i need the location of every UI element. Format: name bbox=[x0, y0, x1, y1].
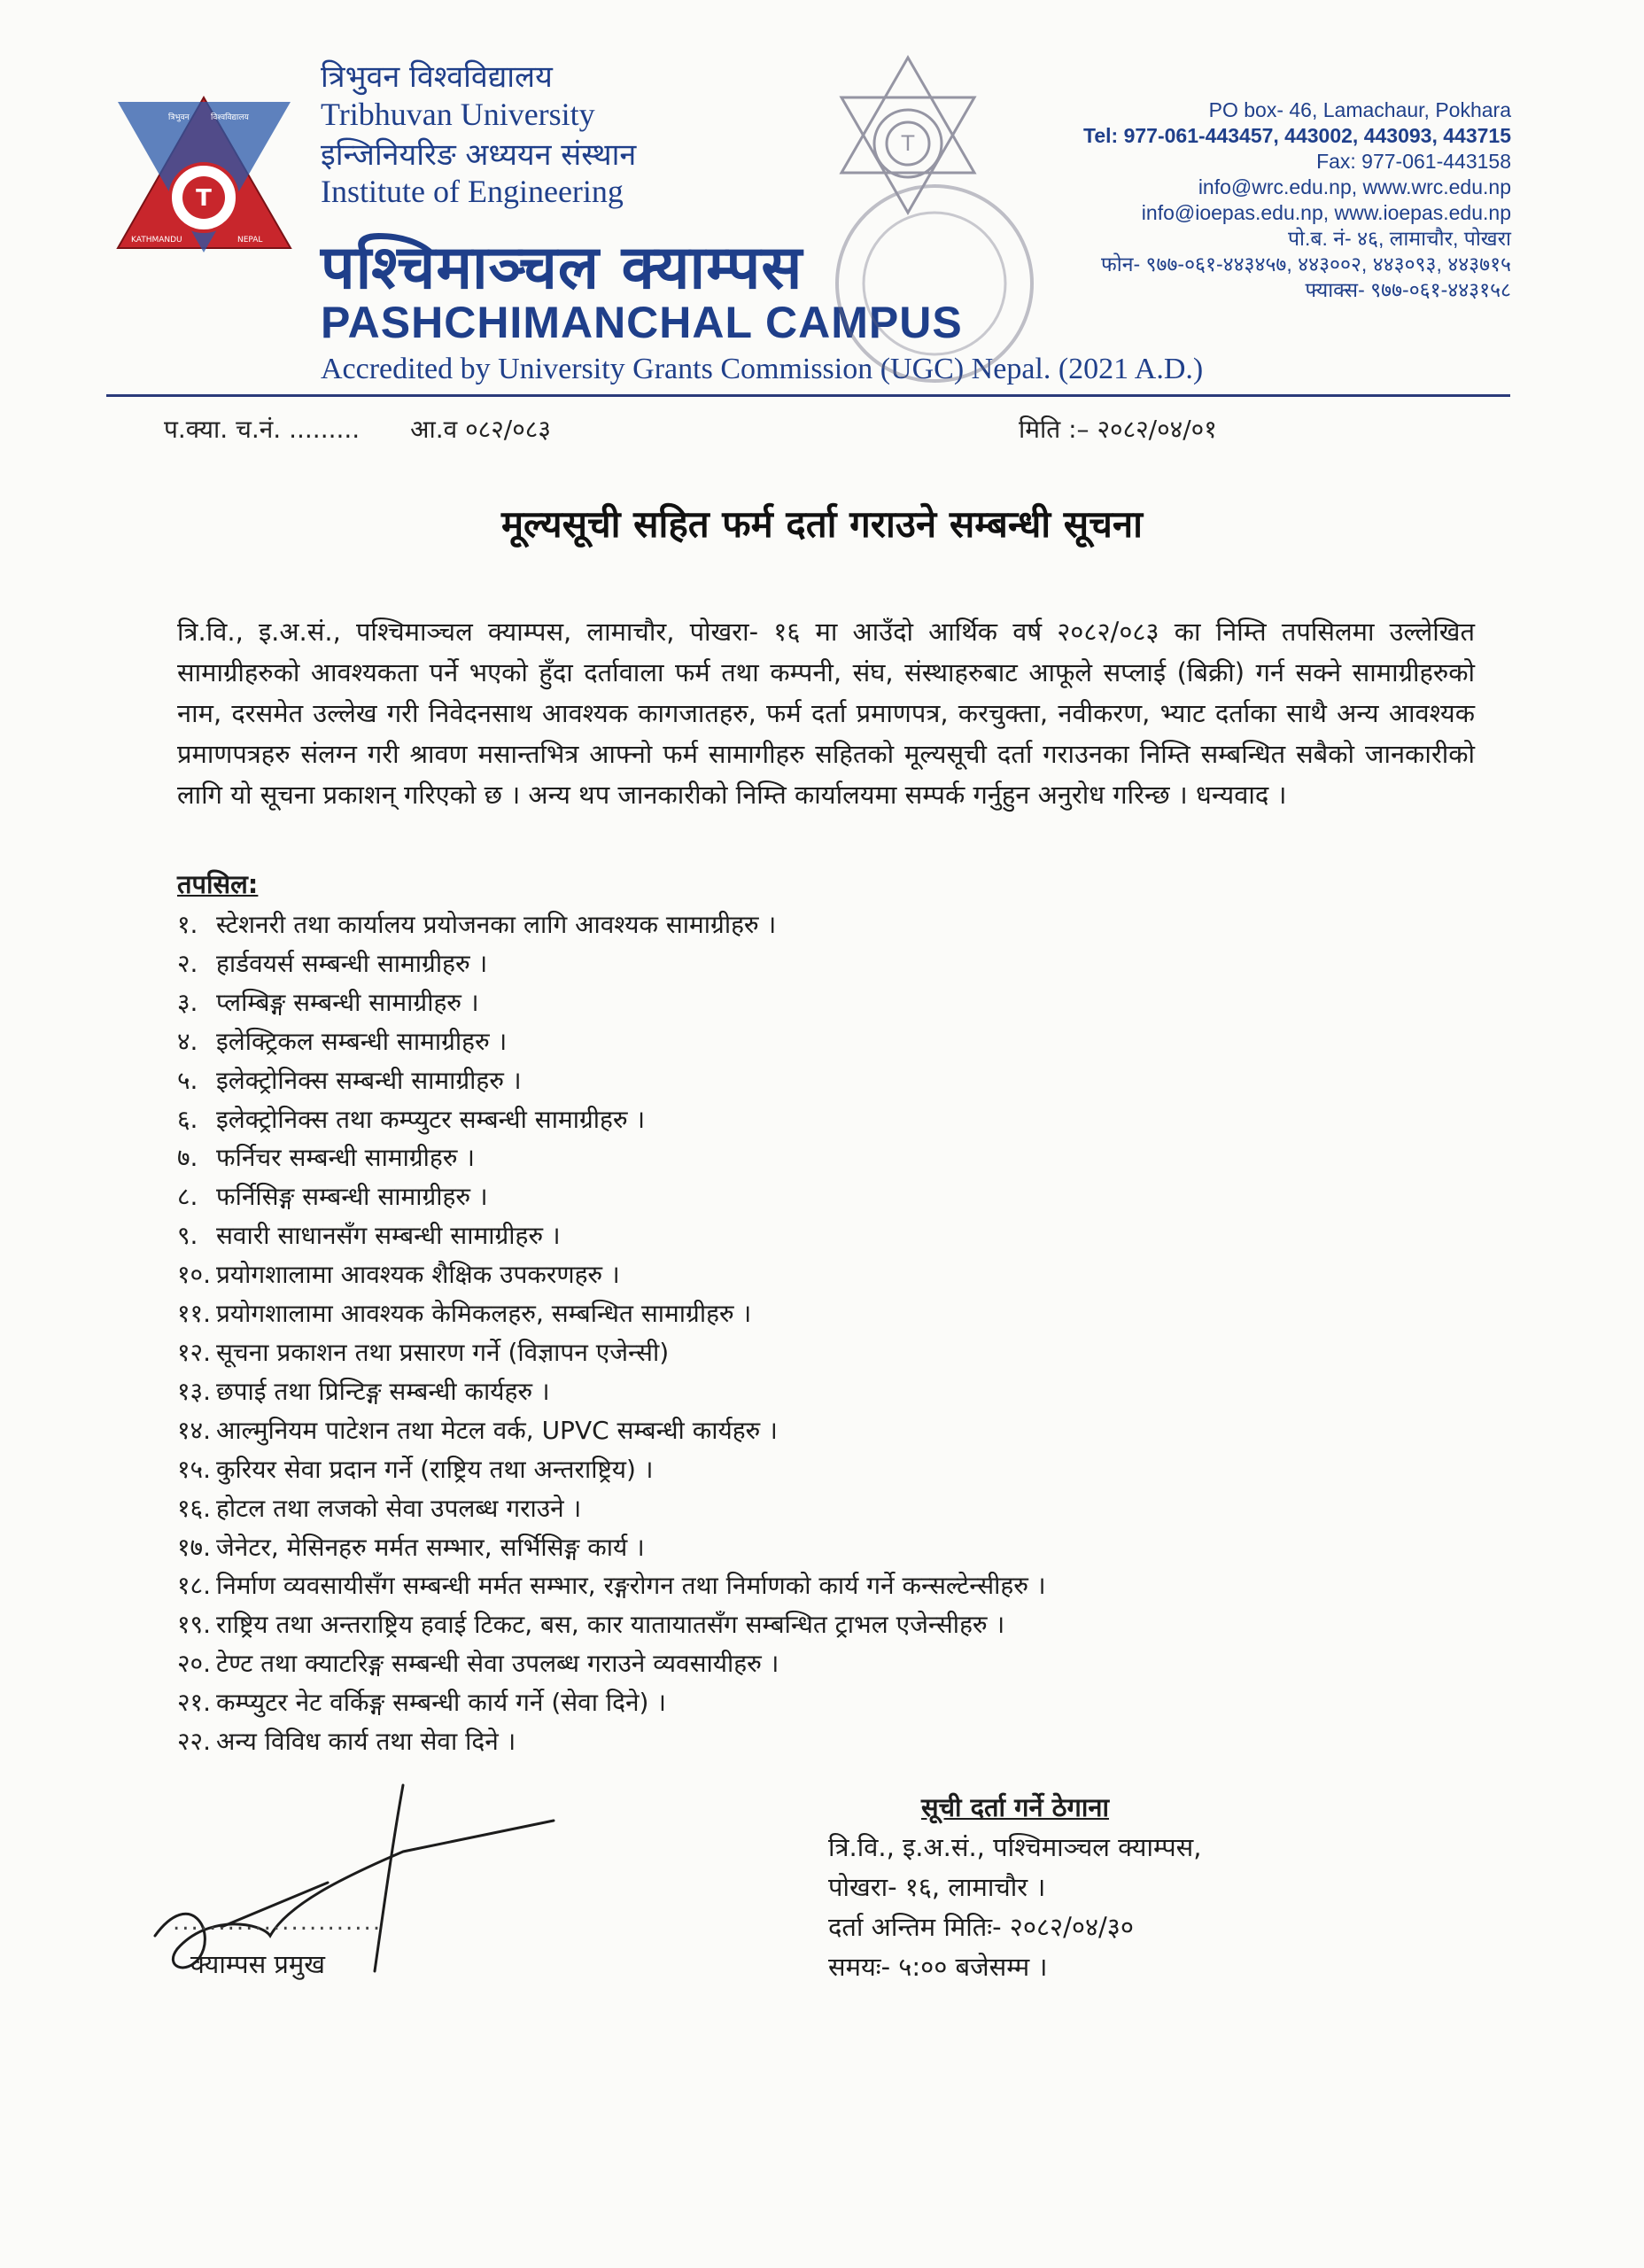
svg-text:T: T bbox=[196, 185, 212, 212]
contact-line: info@ioepas.edu.np, www.ioepas.edu.np bbox=[1141, 201, 1511, 224]
list-item: ३. प्लम्बिङ्ग सम्बन्धी सामाग्रीहरु । bbox=[177, 987, 479, 1017]
list-item: २०. टेण्ट तथा क्याटरिङ्ग सम्बन्धी सेवा उपलब्ध गराउने व्यवसायीहरु । bbox=[177, 1649, 779, 1679]
list-item: १५. कुरियर सेवा प्रदान गर्ने (राष्ट्रिय तथा अन्तराष्ट्रिय) । bbox=[177, 1454, 654, 1484]
list-item: १८. निर्माण व्यवसायीसँग सम्बन्धी मर्मत सम्भार, रङ्गरोगन तथा निर्माणको कार्य गर्ने कन्सल्टेन्सीहरु । bbox=[177, 1571, 1046, 1601]
institute-name-en: Institute of Engineering bbox=[321, 174, 624, 209]
address-line: दर्ता अन्तिम मितिः- २०८२/०४/३० bbox=[828, 1912, 1134, 1942]
list-item: १४. आल्मुनियम पाटेशन तथा मेटल वर्क, UPVC सम्बन्धी कार्यहरु । bbox=[177, 1415, 778, 1445]
list-item: १७. जेनेटर, मेसिनहरु मर्मत सम्भार, सर्भिसिङ्ग कार्य । bbox=[177, 1532, 645, 1562]
list-item: २. हार्डवयर्स सम्बन्धी सामाग्रीहरु । bbox=[177, 948, 488, 978]
contact-block bbox=[1083, 97, 1511, 303]
notice-date: मिति :– २०८२/०४/०१ bbox=[1019, 415, 1217, 444]
list-item: १३. छपाई तथा प्रिन्टिङ्ग सम्बन्धी कार्यहरु । bbox=[177, 1376, 550, 1406]
university-name-en: Tribhuvan University bbox=[321, 97, 595, 132]
institute-name-np: इन्जिनियरिङ अध्ययन संस्थान bbox=[321, 137, 637, 173]
items-list bbox=[177, 905, 1046, 1761]
address-line: त्रि.वि., इ.अ.सं., पश्चिमाञ्चल क्याम्पस, bbox=[828, 1832, 1202, 1862]
campus-name-en: PASHCHIMANCHAL CAMPUS bbox=[321, 298, 963, 347]
registration-address-block bbox=[828, 1788, 1202, 1987]
logo-text-4: NEPAL bbox=[237, 236, 263, 245]
letterhead-divider bbox=[106, 394, 1510, 397]
logo-text-2: विश्वविद्यालय bbox=[211, 113, 249, 122]
tapasil-heading: तपसिल: bbox=[177, 869, 259, 899]
contact-line: फ्याक्स- ९७७-०६१-४४३१५८ bbox=[1305, 278, 1511, 301]
contact-line: PO box- 46, Lamachaur, Pokhara bbox=[1208, 98, 1511, 121]
contact-line: पो.ब. नं- ४६, लामाचौर, पोखरा bbox=[1287, 227, 1511, 250]
address-line: समयः- ५:०० बजेसम्म । bbox=[828, 1952, 1048, 1982]
campus-name-np: पश्चिमाञ्चल क्याम्पस bbox=[321, 233, 803, 303]
list-item: ८. फर्निसिङ्ग सम्बन्धी सामाग्रीहरु । bbox=[177, 1182, 488, 1212]
reference-number: प.क्या. च.नं. ......... bbox=[164, 415, 361, 444]
signatory-title: क्याम्पस प्रमुख bbox=[190, 1949, 325, 1979]
signature-line: ....................... bbox=[173, 1909, 383, 1936]
list-item: ४. इलेक्ट्रिकल सम्बन्धी सामाग्रीहरु । bbox=[177, 1026, 508, 1056]
list-item: १२. सूचना प्रकाशन तथा प्रसारण गर्ने (विज्ञापन एजेन्सी) bbox=[177, 1337, 670, 1367]
address-line: पोखरा- १६, लामाचौर । bbox=[828, 1872, 1046, 1902]
list-item: १६. होटल तथा लजको सेवा उपलब्ध गराउने । bbox=[177, 1493, 582, 1523]
list-item: ५. इलेक्ट्रोनिक्स सम्बन्धी सामाग्रीहरु । bbox=[177, 1065, 522, 1095]
address-heading: सूची दर्ता गर्ने ठेगाना bbox=[921, 1792, 1109, 1822]
notice-title: मूल्यसूची सहित फर्म दर्ता गराउने सम्बन्धी सूचना bbox=[500, 502, 1144, 546]
contact-line: Fax: 977-061-443158 bbox=[1316, 150, 1511, 173]
list-item: ७. फर्निचर सम्बन्धी सामाग्रीहरु । bbox=[177, 1143, 476, 1173]
contact-line: Tel: 977-061-443457, 443002, 443093, 443715 bbox=[1083, 124, 1511, 147]
svg-text:T: T bbox=[901, 131, 915, 156]
list-item: २२. अन्य विविध कार्य तथा सेवा दिने । bbox=[177, 1727, 516, 1757]
logo-text-3: KATHMANDU bbox=[131, 236, 182, 245]
tu-logo bbox=[113, 93, 295, 257]
official-seal-stamp bbox=[802, 53, 1067, 408]
notice-body: त्रि.वि., इ.अ.सं., पश्चिमाञ्चल क्याम्पस, लामाचौर, पोखरा- १६ मा आउँदो आर्थिक वर्ष २०८२/०८३ का निम्ति तपसिलमा उल्लेखित सामाग्रीहरुको आवश्यकता पर्ने भएको हुँदा दर्तावाला फर्म तथा कम्पनी, संघ, संस्थाहरुबाट आफूले सप्लाई (बिक्री) गर्न सक्ने सामाग्रीहरुको नाम, दरसमेत उल्लेख गरी निवेदनसाथ आवश्यक कागजातहरु, फर्म दर्ता प्रमाणपत्र, करचुक्ता, नवीकरण, भ्याट दर्ताका साथै अन्य आवश्यक प्रमाणपत्रहरु संलग्न गरी श्रावण मसान्तभित्र आफ्नो फर्म सामागीहरु सहितको मूल्यसूची दर्ता गराउनका निम्ति सम्बन्धित सबैको जानकारीको लागि यो सूचना प्रकाशन् गरिएको छ । अन्य थप जानकारीको निम्ति कार्यालयमा सम्पर्क गर्नुहुन अनुरोध गरिन्छ । धन्यवाद । bbox=[177, 617, 1475, 810]
list-item: ९. सवारी साधानसँग सम्बन्धी सामाग्रीहरु । bbox=[177, 1221, 561, 1251]
accreditation-line: Accredited by University Grants Commission (UGC) Nepal. (2021 A.D.) bbox=[321, 353, 1204, 385]
logo-text-1: त्रिभुवन bbox=[168, 113, 190, 122]
list-item: ११. प्रयोगशालामा आवश्यक केमिकलहरु, सम्बन्धित सामाग्रीहरु । bbox=[177, 1299, 752, 1329]
list-item: २१. कम्प्युटर नेट वर्किङ्ग सम्बन्धी कार्य गर्ने (सेवा दिने) । bbox=[177, 1688, 666, 1718]
fiscal-year: आ.व ०८२/०८३ bbox=[410, 415, 551, 444]
list-item: १०. प्रयोगशालामा आवश्यक शैक्षिक उपकरणहरु । bbox=[177, 1260, 620, 1290]
list-item: १९. राष्ट्रिय तथा अन्तराष्ट्रिय हवाई टिकट, बस, कार यातायातसँग सम्बन्धित ट्राभल एजेन्सीहरु । bbox=[177, 1610, 1005, 1640]
reference-line bbox=[164, 412, 593, 446]
contact-line: info@wrc.edu.np, www.wrc.edu.np bbox=[1198, 175, 1511, 198]
university-name-np: त्रिभुवन विश्वविद्यालय bbox=[321, 59, 553, 95]
list-item: ६. इलेक्ट्रोनिक्स तथा कम्प्युटर सम्बन्धी सामाग्रीहरु । bbox=[177, 1104, 646, 1134]
list-item: १. स्टेशनरी तथा कार्यालय प्रयोजनका लागि आवश्यक सामाग्रीहरु । bbox=[177, 910, 777, 939]
contact-line: फोन- ९७७-०६१-४४३४५७, ४४३००२, ४४३०९३, ४४३७१५ bbox=[1101, 252, 1511, 276]
